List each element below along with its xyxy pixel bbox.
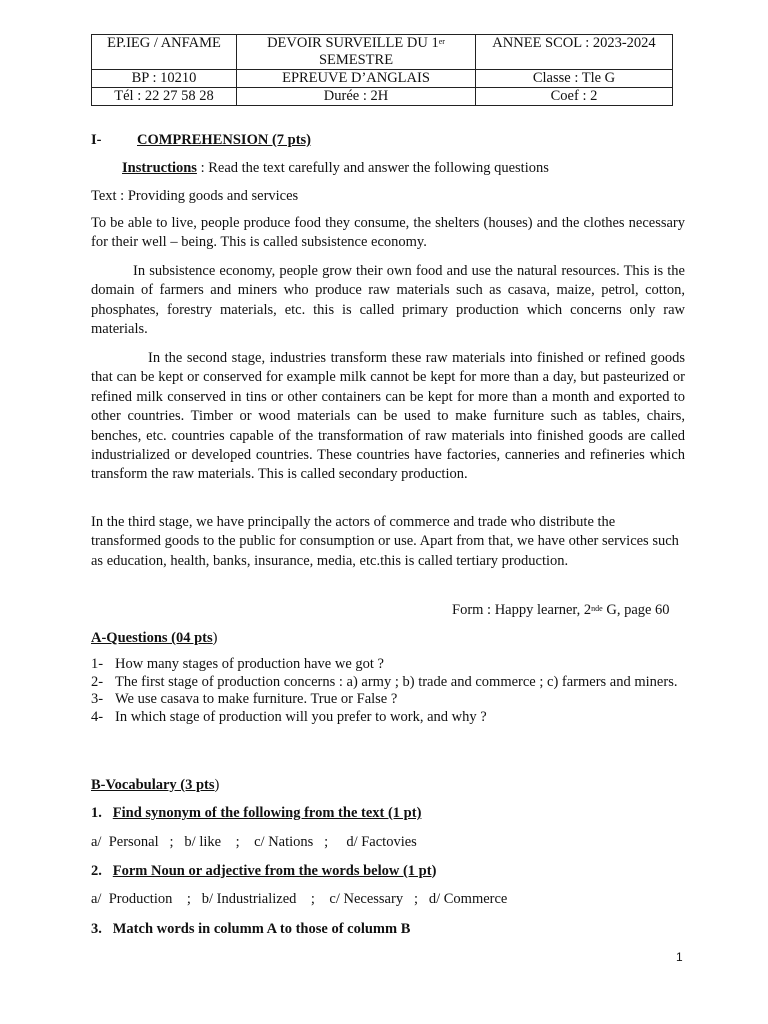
page-number: 1 bbox=[676, 950, 683, 964]
paragraph-3: In the second stage, industries transform these raw materials into finished or refined goods that can be kept or conserved for example milk cannot be kept for more than a day, but pasteurized or refined milk conserved in tins or other containers can be kept for more than a month and exported to other countries. Timber or wood materials can be used to make furniture such as tables, chairs, benches, etc. countries capable of the transformation of raw materials into finished goods are called industrialized or developed countries. These countries have factories, canneries and refineries which transform the raw materials. This is called secondary production. bbox=[91, 350, 685, 483]
question-item bbox=[91, 656, 685, 674]
vocab-q2 bbox=[91, 862, 436, 881]
section-title: COMPREHENSION (7 pts) bbox=[137, 132, 312, 148]
question-item bbox=[91, 691, 685, 709]
part-b-title-text: B-Vocabulary (3 pts bbox=[91, 777, 215, 793]
part-b-title bbox=[91, 776, 219, 795]
vocab-q2-number: 2. bbox=[91, 863, 102, 879]
instructions-label: Instructions bbox=[122, 160, 197, 176]
question-text: We use casava to make furniture. True or False ? bbox=[115, 691, 398, 708]
paragraph-4: In the third stage, we have principally the actors of commerce and trade who distribute the transformed goods to the public for consumption or use. Apart from that, we have other services such as education, health, banks, insurance, media, etc.this is called tertiary production. bbox=[91, 514, 679, 569]
instructions-text: : Read the text carefully and answer the following questions bbox=[196, 160, 549, 176]
vocab-q2-items: a/ Production ; b/ Industrialized ; c/ Necessary ; d/ Commerce bbox=[91, 891, 508, 907]
source-end: G, page 60 bbox=[602, 602, 670, 618]
exam-title-line2: SEMESTRE bbox=[318, 52, 394, 68]
exam-title bbox=[237, 35, 476, 70]
question-item bbox=[91, 674, 685, 692]
class-level: Classe : Tle G bbox=[476, 70, 673, 88]
part-a-title-text: A-Questions (04 pts bbox=[91, 630, 213, 646]
vocab-q3-title: Match words in columm A to those of columm B bbox=[112, 921, 411, 937]
instructions bbox=[122, 159, 549, 178]
text-source bbox=[452, 601, 670, 620]
vocab-q3 bbox=[91, 920, 410, 939]
part-a-title-close: ) bbox=[212, 630, 218, 646]
header-table bbox=[91, 34, 673, 106]
school-year: ANNEE SCOL : 2023-2024 bbox=[476, 35, 673, 70]
question-number: 2- bbox=[91, 673, 104, 690]
section-number: I- bbox=[91, 132, 102, 148]
vocab-q1 bbox=[91, 804, 421, 823]
question-number: 4- bbox=[91, 708, 104, 725]
question-number: 1- bbox=[91, 656, 104, 672]
coefficient: Coef : 2 bbox=[476, 88, 673, 106]
source-main: Form : Happy learner, 2 bbox=[452, 602, 592, 618]
part-a-title bbox=[91, 629, 218, 648]
duration: Durée : 2H bbox=[237, 88, 476, 106]
question-number: 3- bbox=[91, 691, 104, 708]
question-text: How many stages of production have we got ? bbox=[115, 656, 384, 672]
vocab-q1-title: Find synonym of the following from the text (1 pt) bbox=[112, 805, 422, 821]
text-title: Text : Providing goods and services bbox=[91, 188, 299, 204]
vocab-q2-close: ) bbox=[431, 863, 437, 879]
exam-title-main: DEVOIR SURVEILLE DU 1 bbox=[267, 35, 439, 51]
part-b-title-close: ) bbox=[214, 777, 220, 793]
vocab-q3-number: 3. bbox=[91, 921, 102, 937]
question-item bbox=[91, 709, 685, 727]
paragraph-2: In subsistence economy, people grow their own food and use the natural resources. This is the domain of farmers and miners who produce raw materials such as casava, maize, petrol, cotton, phosphates, forestry materials, etc. this is called primary production which concerns only raw materials. bbox=[91, 263, 685, 338]
phone-number: Tél : 22 27 58 28 bbox=[92, 88, 237, 106]
postal-box: BP : 10210 bbox=[92, 70, 237, 88]
source-sup: nde bbox=[591, 604, 603, 613]
school-name: EP.IEG / ANFAME bbox=[92, 35, 237, 70]
question-text: In which stage of production will you prefer to work, and why ? bbox=[115, 708, 487, 725]
vocab-q1-number: 1. bbox=[91, 805, 102, 821]
paragraph-1: To be able to live, people produce food they consume, the shelters (houses) and the clothes necessary for their well – being. This is called subsistence economy. bbox=[91, 215, 685, 251]
vocab-q2-title: Form Noun or adjective from the words below (1 pt bbox=[112, 863, 432, 879]
exam-title-sup: er bbox=[438, 37, 445, 46]
question-text: The first stage of production concerns : a) army ; b) trade and commerce ; c) farmers and miners. bbox=[115, 673, 678, 690]
subject: EPREUVE D’ANGLAIS bbox=[237, 70, 476, 88]
questions-list bbox=[91, 656, 685, 726]
vocab-q1-items: a/ Personal ; b/ like ; c/ Nations ; d/ Factovies bbox=[91, 834, 417, 850]
